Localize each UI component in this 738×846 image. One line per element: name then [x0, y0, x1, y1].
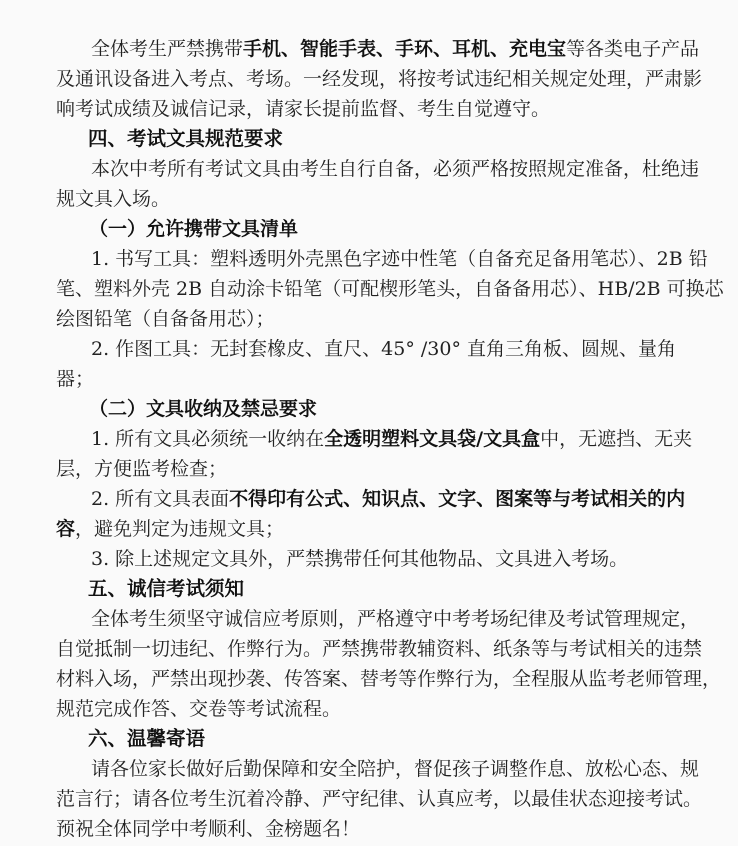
list-item-continued: 绘图铅笔（自备备用芯）； — [56, 308, 275, 330]
paragraph-line: 响考试成绩及诚信记录，请家长提前监督、考生自觉遵守。 — [56, 98, 551, 120]
list-item-continued: 器； — [56, 368, 95, 390]
paragraph-line: 全体考生须坚守诚信应考原则，严格遵守中考考场纪律及考试管理规定， — [91, 608, 700, 630]
list-item: 1. 所有文具必须统一收纳在全透明塑料文具袋/文具盒中，无遮挡、无夹 — [91, 428, 693, 450]
paragraph-line: 全体考生严禁携带手机、智能手表、手环、耳机、充电宝等各类电子产品 — [91, 38, 700, 60]
paragraph-line: 请各位家长做好后勤保障和安全陪护，督促孩子调整作息、放松心态、规 — [91, 758, 700, 780]
paragraph-line: 及通讯设备进入考点、考场。一经发现，将按考试违纪相关规定处理，严肃影 — [56, 68, 703, 90]
section-heading: 四、考试文具规范要求 — [88, 127, 284, 150]
section-heading: 五、诚信考试须知 — [88, 577, 245, 600]
no-printing-emphasis: 不得印有公式、知识点、文字、图案等与考试相关的内 — [229, 488, 686, 510]
paragraph-line: 材料入场，严禁出现抄袭、传答案、替考等作弊行为，全程服从监考老师管理， — [56, 668, 722, 690]
section-heading: 六、温馨寄语 — [88, 727, 206, 750]
stationery-bag-emphasis: 全透明塑料文具袋/文具盒 — [324, 428, 541, 450]
list-item-continued: 层，方便监考检查； — [56, 458, 228, 480]
paragraph-line: 自觉抵制一切违纪、作弊行为。严禁携带教辅资料、纸条等与考试相关的违禁 — [56, 638, 703, 660]
list-item: 2. 所有文具表面不得印有公式、知识点、文字、图案等与考试相关的内 — [91, 488, 686, 510]
list-item: 2. 作图工具：无封套橡皮、直尺、45° /30° 直角三角板、圆规、量角 — [91, 338, 677, 360]
subsection-heading: （二）文具收纳及禁忌要求 — [89, 398, 318, 420]
paragraph-line: 范言行；请各位考生沉着冷静、严守纪律、认真应考，以最佳状态迎接考试。 — [56, 788, 703, 810]
paragraph-line: 本次中考所有考试文具由考生自行自备，必须严格按照规定准备，杜绝违 — [91, 158, 700, 180]
subsection-heading: （一）允许携带文具清单 — [89, 218, 299, 240]
paragraph-line: 规文具入场。 — [56, 188, 171, 210]
paragraph-line: 规范完成作答、交卷等考试流程。 — [56, 698, 342, 720]
paragraph-line: 预祝全体同学中考顺利、金榜题名！ — [56, 818, 361, 840]
list-item: 3. 除上述规定文具外，严禁携带任何其他物品、文具进入考场。 — [91, 548, 629, 570]
list-item-continued: 容，避免判定为违规文具； — [56, 518, 285, 540]
list-item-continued: 笔、塑料外壳 2B 自动涂卡铅笔（可配楔形笔头，自备备用芯）、HB/2B 可换芯 — [56, 278, 724, 300]
list-item: 1. 书写工具：塑料透明外壳黑色字迹中性笔（自备充足备用笔芯）、2B 铅 — [91, 248, 708, 270]
banned-devices-emphasis: 手机、智能手表、手环、耳机、充电宝 — [243, 38, 567, 60]
